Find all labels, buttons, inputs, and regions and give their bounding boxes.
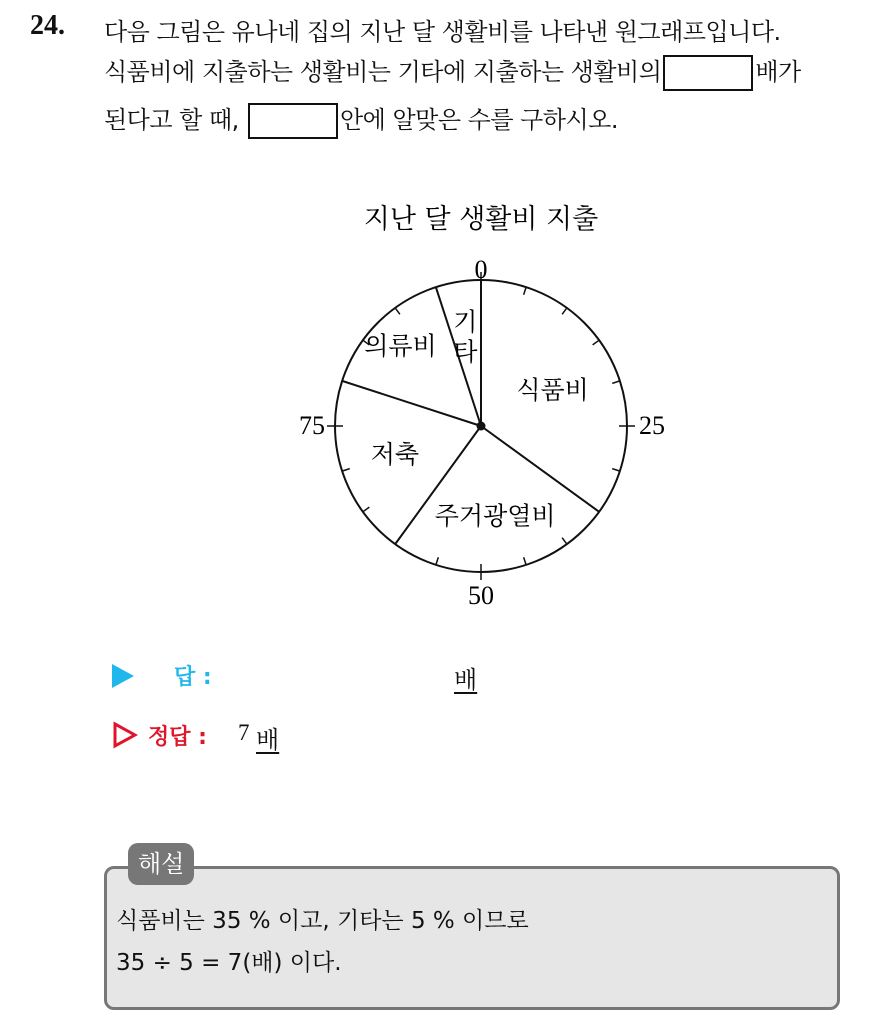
question-line-3-suffix: 안에 알맞은 수를 구하시오.	[339, 106, 618, 134]
correct-answer-unit: 배	[256, 726, 280, 754]
slice-label-2: 저축	[370, 439, 420, 469]
scale-label-50: 50	[468, 581, 494, 610]
pie-center-dot	[477, 422, 486, 431]
chart-title: 지난 달 생활비 지출	[363, 204, 599, 235]
question-number: 24.	[30, 10, 65, 41]
answer-label: 답 :	[174, 665, 212, 690]
correct-answer-value: 7	[238, 720, 250, 745]
explanation-line-1: 식품비는 35 % 이고, 기타는 5 % 이므로	[116, 908, 529, 934]
question-line-2-suffix: 배가	[755, 58, 801, 86]
correct-marker-icon	[112, 720, 138, 750]
scale-label-0: 0	[474, 255, 488, 284]
answer-unit: 배	[454, 666, 478, 694]
scale-label-75: 75	[299, 411, 325, 440]
correct-answer-row	[112, 720, 372, 756]
explanation-line-2: 35 ÷ 5 = 7(배) 이다.	[116, 950, 342, 976]
explanation-box	[104, 866, 840, 1010]
slice-label-3: 의류비	[364, 331, 437, 361]
slice-label-4-0: 기	[453, 307, 478, 337]
correct-answer-label: 정답 :	[148, 725, 207, 750]
question-line-1: 다음 그림은 유나네 집의 지난 달 생활비를 나타낸 원그래프입니다.	[104, 18, 781, 46]
slice-label-0: 식품비	[516, 375, 589, 405]
scale-label-25: 25	[639, 411, 665, 440]
question-line-2-text: 식품비에 지출하는 생활비는 기타에 지출하는 생활비의	[104, 58, 662, 86]
slice-label-1: 주거광열비	[434, 501, 556, 531]
explanation-tag: 해설	[128, 843, 194, 885]
question-line-3-text: 된다고 할 때,	[104, 106, 239, 134]
answer-marker-icon	[112, 664, 134, 688]
answer-row	[112, 660, 492, 694]
slice-label-4-1: 타	[453, 337, 478, 367]
